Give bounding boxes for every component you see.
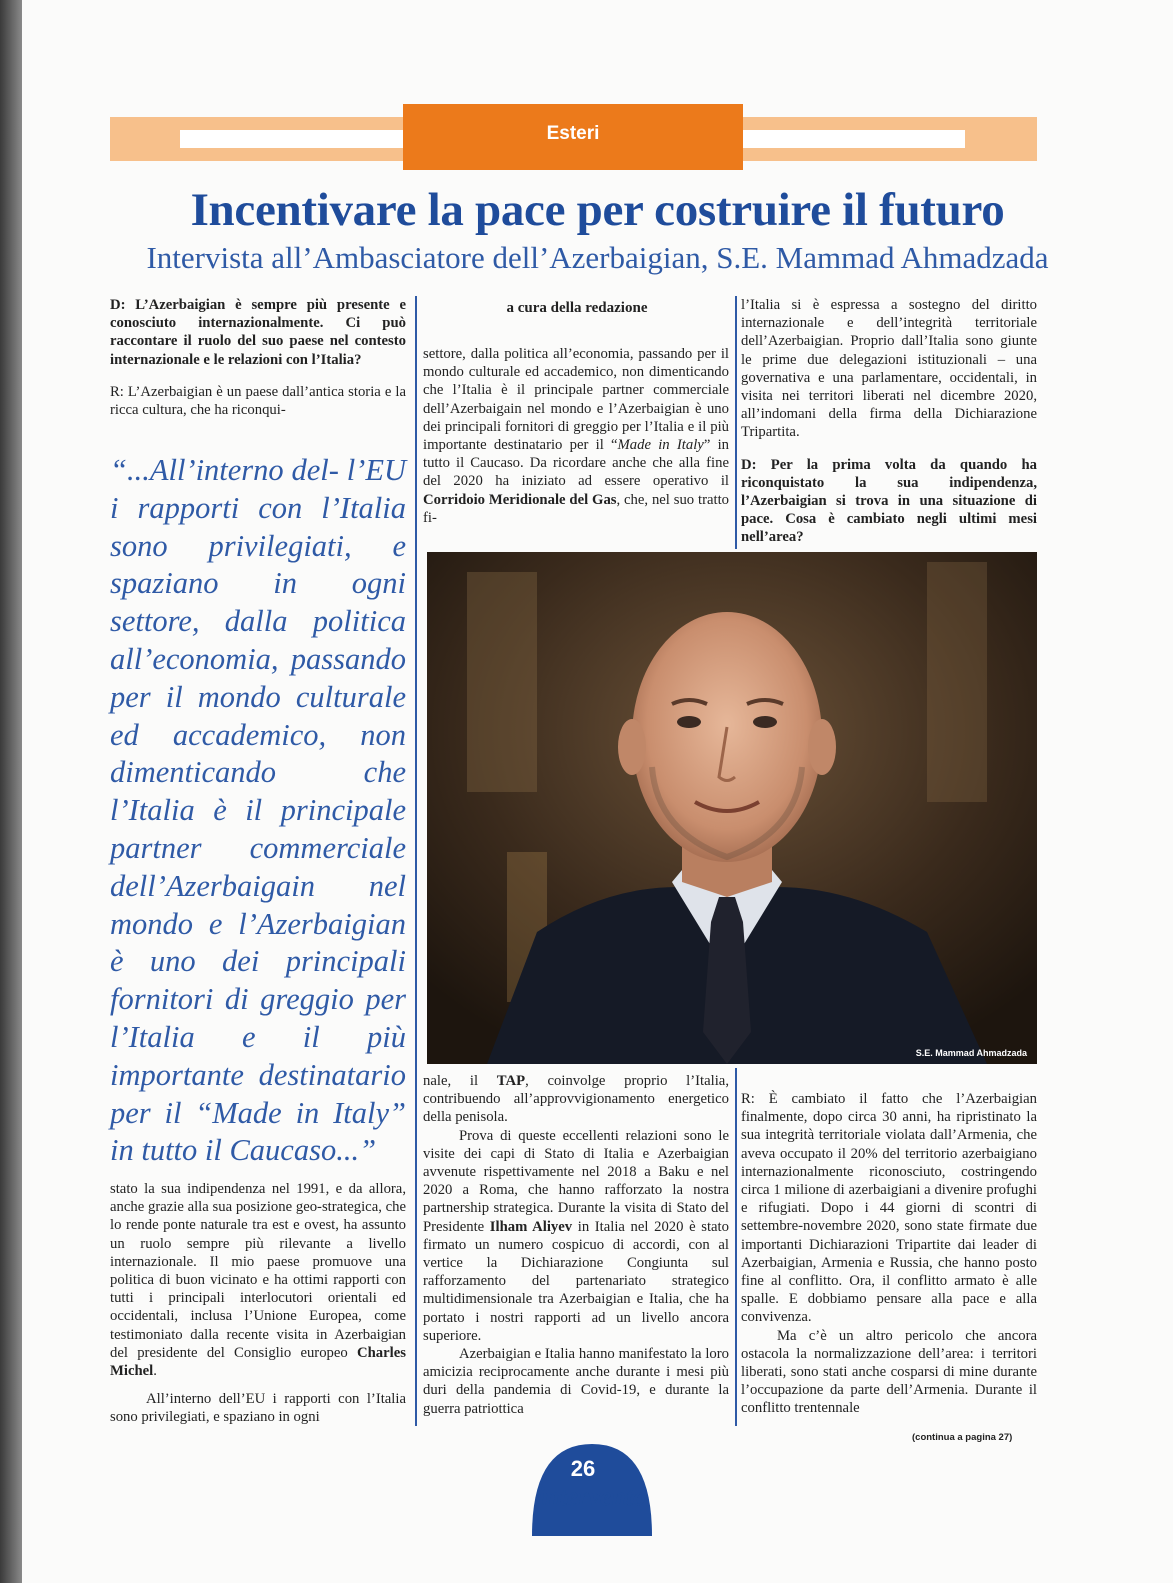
page-number: 26 (570, 1456, 596, 1481)
portrait-illustration (427, 552, 1037, 1064)
col2-bottom-para-3: Azerbaigian e Italia hanno manifestato la loro amicizia reciprocamente anche durante i mesi più duri della pandemia di Covid-19, e durante la guerra patriottica (423, 1346, 729, 1417)
aliyev-text: Ilham Aliyev (489, 1218, 573, 1235)
col2-text: settore, dalla politica all’economia, passando per il mondo culturale ed accademico, non dimenticando che l’Italia è il principale partner commerciale dell’Azerbaigain nel mondo e l’Azerbaigian è uno dei principali fornitori di greggio per l’Italia e il più importante destinatario per il “ (423, 346, 729, 454)
made-in-italy-text: Made in Italy (617, 437, 704, 454)
continued-note: (continua a pagina 27) (912, 1432, 1013, 1443)
pull-quote: “...All’interno del- l’EU i rapporti con l’Italia sono privilegiati, e spaziano in ogni settore, dalla politica all’economia, passando per il mondo culturale ed accademico, non dimenticando che l’Italia è il principale partner commerciale dell’Azerbaigain nel mondo e l’Azerbaigian è uno dei principali fornitori di greggio per l’Italia e il più importante destinatario per il “Made in Italy” in tutto il Caucaso...” (110, 453, 406, 1168)
answer-1-para-2: All’interno dell’EU i rapporti con l’Italia sono privilegiati, e spaziano in ogni (110, 1391, 406, 1426)
col2-b1-end: , coinvolge proprio l’Italia, contribuendo all’approvvigionamento energetico della penisola. (423, 1073, 729, 1126)
section-label: Esteri (403, 104, 743, 170)
col2-b2-text: Prova di queste eccellenti relazioni sono le visite dei capi di Stato di Italia e Azerbaigian avvenute rispettivamente nel 2018 a Baku e nel 2020 a Roma, che hanno rafforzato la nostra partnership strategica. Durante la visita di Stato del Presidente (423, 1127, 729, 1235)
byline: a cura della redazione (506, 300, 648, 316)
answer-1-text: stato la sua indipendenza nel 1991, e da allora, anche grazie alla sua posizione geo-strategica, che lo rende ponte naturale tra est e ovest, ha assunto un ruolo sempre più rilevante a livello internazionale. Il mio paese promuove una politica di buon vicinato e ha ottimi rapporti con tutti i principali interlocutori orientali ed occidentali, inclusa l’Unione Europea, come testimoniato dalla recente visita in Azerbaigian del presidente del Consiglio europeo (110, 1181, 406, 1361)
column-2-top (423, 345, 729, 527)
answer-1-end: . (153, 1363, 157, 1380)
column-2-bottom (423, 1072, 729, 1418)
article-title: Incentivare la pace per costruire il futuro (190, 184, 1005, 236)
question-1: D: L’Azerbaigian è sempre più presente e conosciuto internazionalmente. Ci può raccontare il ruolo del suo paese nel contesto internazionale e le relazioni con l’Italia? (110, 297, 406, 368)
column-rule-2-top (735, 296, 737, 549)
ambassador-photo (427, 552, 1037, 1064)
article-subtitle: Intervista all’Ambasciatore dell’Azerbaigian, S.E. Mammad Ahmadzada (146, 240, 1049, 275)
column-rule-2-bottom (735, 1068, 737, 1426)
magazine-name: intervento (537, 1482, 647, 1511)
column-1-top (110, 296, 406, 419)
col3-para-1: l’Italia si è espressa a sostegno del diritto internazionale e dell’integrità territoriale dell’Azerbaigian. Proprio dall’Italia sono giunte le prime due delegazioni istituzionali – una governativa e una parlamentare, occidentali, in visita nei territori liberati nel dicembre 2020, all’indomani della firma della Dichiarazione Tripartita. (741, 297, 1037, 441)
answer-1-name: Charles Michel (110, 1344, 406, 1380)
photo-caption: S.E. Mammad Ahmadzada (915, 1048, 1027, 1058)
col2-text-end: , che, nel suo tratto fi- (423, 491, 729, 526)
column-3-bottom (741, 1090, 1037, 1418)
answer-2-para-2: Ma c’è un altro pericolo che ancora ostacola la normalizzazione dell’area: i territori liberati, sono stati anche cosparsi di mine durante l’occupazione da parte dell’Armenia. Durante il conflitto trentennale (741, 1327, 1037, 1417)
answer-1-continued (110, 1180, 406, 1380)
answer-1-col2 (423, 345, 729, 527)
col2-b2-end: in Italia nel 2020 è stato firmato un numero cospicuo di accordi, con al vertice la Dichiarazione Congiunta sul rafforzamento del partenariato strategico multidimensionale tra Azerbaigian e Italia, che ha portato i nostri rapporti ad un livello ancora superiore. (423, 1218, 729, 1344)
corridoio-text: Corridoio Meridionale del Gas (423, 491, 617, 508)
col2-text-mid: ” in tutto il Caucaso. Da ricordare anche che alla fine del 2020 ha iniziato ad essere operativo il (423, 437, 729, 490)
col2-bottom-para-1 (423, 1072, 729, 1127)
question-2: D: Per la prima volta da quando ha riconquistato la sua indipendenza, l’Azerbaigian si trova in una situazione di pace. Cosa è cambiato negli ultimi mesi nell’area? (741, 456, 1037, 546)
tap-text: TAP (496, 1073, 526, 1089)
col2-bottom-para-2 (423, 1127, 729, 1345)
magazine-page (22, 0, 1173, 1583)
answer-1-start: R: L’Azerbaigian è un paese dall’antica storia e la ricca cultura, che ha riconqui- (110, 383, 406, 419)
answer-2: R: È cambiato il fatto che l’Azerbaigian finalmente, dopo circa 30 anni, ha ripristinato la sua integrità territoriale violata dall’Armenia, che aveva occupato il 20% del territorio azerbaigiano internazionalmente riconosciuto, costringendo circa 1 milione di azerbaigiani a divenire profughi e rifugiati. Dopo i 44 giorni di scontri di settembre-novembre 2020, sono state firmate due importanti Dichiarazioni Tripartite dai leader di Azerbaigian, Armenia e Russia, che hanno posto fine al conflitto. Ora, il conflitto armato è alle spalle. E dobbiamo pensare alla pace e alla convivenza. (741, 1091, 1037, 1326)
col2-b1-text: nale, il (423, 1073, 497, 1089)
column-1-bottom (110, 1180, 406, 1427)
page-edge-shadow (0, 0, 22, 1583)
column-3-top (741, 296, 1037, 547)
column-rule-1 (415, 296, 417, 1426)
